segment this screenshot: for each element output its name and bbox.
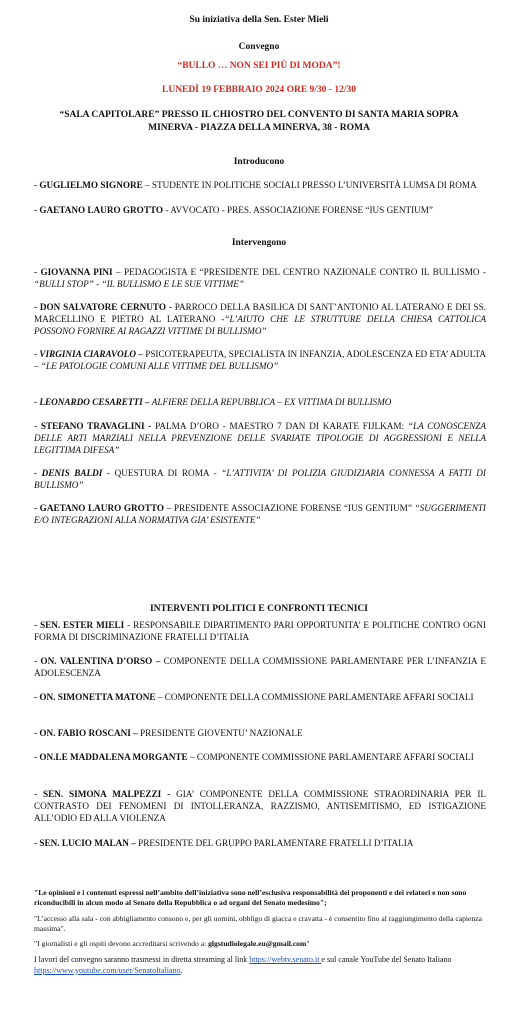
intervengono-item bbox=[34, 302, 486, 337]
speaker-role: – COMPONENTE COMMISSIONE PARLAMENTARE AFFARI SOCIALI bbox=[187, 752, 474, 762]
intervengono-item bbox=[34, 397, 486, 409]
politici-item bbox=[34, 752, 486, 764]
speaker-name: - ON. SIMONETTA MATONE bbox=[34, 692, 156, 702]
speaker-name: - DON SALVATORE CERNUTO - bbox=[34, 302, 172, 312]
speaker-name: - GAETANO LAURO GROTTO bbox=[34, 205, 164, 215]
speaker-talk: “BULLI STOP” - “IL BULLISMO E LE SUE VITTIME” bbox=[34, 278, 244, 289]
speaker-talk: “L’ATTIVITA’ DI POLIZIA GIUDIZIARIA CONNESSA A FATTI DI BULLISMO” bbox=[34, 468, 486, 490]
event-type: Convegno bbox=[238, 42, 280, 52]
speaker-role: PSICOTERAPEUTA, SPECIALISTA IN INFANZIA, ADOLESCENZA ED ETA’ ADULTA – bbox=[34, 349, 486, 371]
disclaimer-note: "Le opinioni e i contenuti espressi nell’ambito dell’iniziativa sono nell’esclusiva responsabilità dei proponenti e dei relatori e non sono riconducibili in alcun modo al Senato della Repubblica o ad organi del Senato medesimo"; bbox=[34, 888, 467, 907]
speaker-talk: “LE PATOLOGIE COMUNI ALLE VITTIME DEL BULLISMO” bbox=[40, 360, 279, 371]
introducono-item bbox=[34, 180, 486, 192]
politici-item bbox=[34, 656, 486, 680]
streaming-prefix: I lavori del convegno saranno trasmessi in diretta streaming al link bbox=[34, 955, 250, 965]
speaker-name: - LEONARDO CESARETTI – bbox=[34, 397, 150, 407]
speaker-name: - GUGLIELMO SIGNORE bbox=[34, 180, 143, 190]
streaming-suffix: . bbox=[180, 965, 183, 975]
introducono-heading: Introducono bbox=[233, 157, 285, 167]
speaker-role: – COMPONENTE DELLA COMMISSIONE PARLAMENTARE AFFARI SOCIALI bbox=[155, 692, 474, 702]
webtv-link[interactable]: https://webtv.senato.it bbox=[249, 955, 322, 965]
speaker-role: QUESTURA DI ROMA - bbox=[110, 468, 222, 478]
streaming-mid: e sul canale YouTube del Senato Italiano bbox=[321, 955, 452, 965]
politici-item bbox=[34, 789, 486, 824]
politici-heading: INTERVENTI POLITICI E CONFRONTI TECNICI bbox=[149, 604, 369, 614]
speaker-name: - ON. FABIO ROSCANI – bbox=[34, 728, 138, 738]
speaker-role: – PEDAGOGISTA E “PRESIDENTE DEL CENTRO NAZIONALE CONTRO IL BULLISMO - bbox=[112, 267, 486, 277]
speaker-role: COMPONENTE DELLA COMMISSIONE PARLAMENTARE PER L’INFANZIA E ADOLESCENZA bbox=[34, 656, 486, 678]
intervengono-item bbox=[34, 468, 486, 492]
intervengono-item bbox=[34, 421, 486, 456]
speaker-name: - STEFANO TRAVAGLINI - bbox=[34, 421, 152, 431]
speaker-name: - SEN. SIMONA MALPEZZI - bbox=[34, 789, 171, 799]
notes-section bbox=[34, 888, 486, 982]
speaker-name: - GAETANO LAURO GROTTO bbox=[34, 503, 165, 513]
speaker-role: PARROCO DELLA BASILICA DI SANT’ANTONIO AL LATERANO E DEI SS. MARCELLINO E PIETRO AL LATERANO - bbox=[34, 302, 486, 324]
event-venue: “SALA CAPITOLARE” PRESSO IL CHIOSTRO DEL CONVENTO DI SANTA MARIA SOPRA MINERVA - PIAZZA DELLA MINERVA, 38 - ROMA bbox=[59, 110, 459, 133]
speaker-talk: “L’AIUTO CHE LE STRUTTURE DELLA CHIESA CATTOLICA POSSONO FORNIRE AI RAGAZZI VITTIME DI BULLISMO” bbox=[34, 313, 486, 336]
speaker-role: PRESIDENTE DEL GRUPPO PARLAMENTARE FRATELLI D’ITALIA bbox=[135, 838, 414, 848]
journalists-note bbox=[34, 939, 486, 949]
streaming-note bbox=[34, 955, 486, 976]
journalists-suffix: " bbox=[306, 939, 310, 949]
intervengono-heading: Intervengono bbox=[231, 238, 287, 248]
speaker-name: - SEN. ESTER MIELI bbox=[34, 620, 125, 630]
speaker-role: PALMA D’ORO - MAESTRO 7 DAN DI KARATE FIJLKAM: bbox=[151, 421, 408, 431]
journalists-prefix: "I giornalisti e gli ospiti devono accreditarsi scrivendo a: bbox=[34, 939, 209, 949]
youtube-link[interactable]: https://www.youtube.com/user/SenatoItaliano bbox=[34, 965, 181, 975]
speaker-name: - VIRGINIA CIARAVOLO – bbox=[34, 349, 143, 359]
speaker-name: - ON.LE MADDALENA MORGANTE bbox=[34, 752, 188, 762]
speaker-role: - RESPONSABILE DIPARTIMENTO PARI OPPORTUNITA’ E POLITICHE CONTRO OGNI FORMA DI DISCRIMINAZIONE FRATELLI D’ITALIA bbox=[34, 620, 486, 642]
intervengono-item bbox=[34, 503, 486, 527]
speaker-talk: ALFIERE DELLA REPUBBLICA – EX VITTIMA DI BULLISMO bbox=[149, 397, 392, 407]
speaker-name: - SEN. LUCIO MALAN – bbox=[34, 838, 136, 848]
speaker-talk: “LA CONOSCENZA DELLE ARTI MARZIALI NELLA PREVENZIONE DELLE SVARIATE TIPOLOGIE DI AGGRESSIONI E NELLA LEGITTIMA DIFESA” bbox=[34, 421, 487, 455]
introducono-item bbox=[34, 205, 486, 217]
speaker-role: – PRESIDENTE ASSOCIAZIONE FORENSE “IUS GENTIUM” bbox=[164, 503, 415, 513]
initiative-line: Su iniziativa della Sen. Ester Mieli bbox=[189, 15, 329, 25]
speaker-role: PRESIDENTE GIOVENTU’ NAZIONALE bbox=[137, 728, 303, 738]
politici-item bbox=[34, 692, 486, 704]
intervengono-item bbox=[34, 267, 486, 291]
access-note: "L’accesso alla sala - con abbigliamento consono e, per gli uomini, obbligo di giacca e cravatta - è consentito fino al raggiungimento della capienza massima". bbox=[34, 913, 482, 933]
accreditation-email[interactable]: glgstudiolegale.eu@gmail.com bbox=[208, 939, 307, 949]
politici-item bbox=[34, 620, 486, 644]
speaker-role: – STUDENTE IN POLITICHE SOCIALI PRESSO L’UNIVERSITÀ LUMSA DI ROMA bbox=[142, 180, 477, 190]
speaker-talk: “SUGGERIMENTI E/O INTEGRAZIONI ALLA NORMATIVA GIA’ ESISTENTE” bbox=[34, 503, 486, 525]
event-title: “BULLO … NON SEI PIÙ DI MODA”! bbox=[177, 61, 341, 71]
speaker-role: - AVVOCATO - PRES. ASSOCIAZIONE FORENSE “IUS GENTIUM” bbox=[163, 205, 434, 215]
event-date: LUNEDÌ 19 FEBBRAIO 2024 ORE 9/30 - 12/30 bbox=[162, 85, 356, 95]
intervengono-item bbox=[34, 349, 486, 373]
speaker-role: GIA’ COMPONENTE DELLA COMMISSIONE STRAORDINARIA PER IL CONTRASTO DEI FENOMENI DI INTOLLERANZA, RAZZISMO, ANTISEMITISMO, ED ISTIGAZIONE ALL’ODIO ED ALLA VIOLENZA bbox=[34, 789, 487, 823]
politici-item bbox=[34, 838, 486, 850]
politici-item bbox=[34, 728, 486, 740]
speaker-name: - GIOVANNA PINI bbox=[34, 267, 113, 277]
speaker-name: - ON. VALENTINA D’ORSO – bbox=[34, 656, 161, 666]
speaker-name: - DENIS BALDI - bbox=[34, 468, 111, 478]
